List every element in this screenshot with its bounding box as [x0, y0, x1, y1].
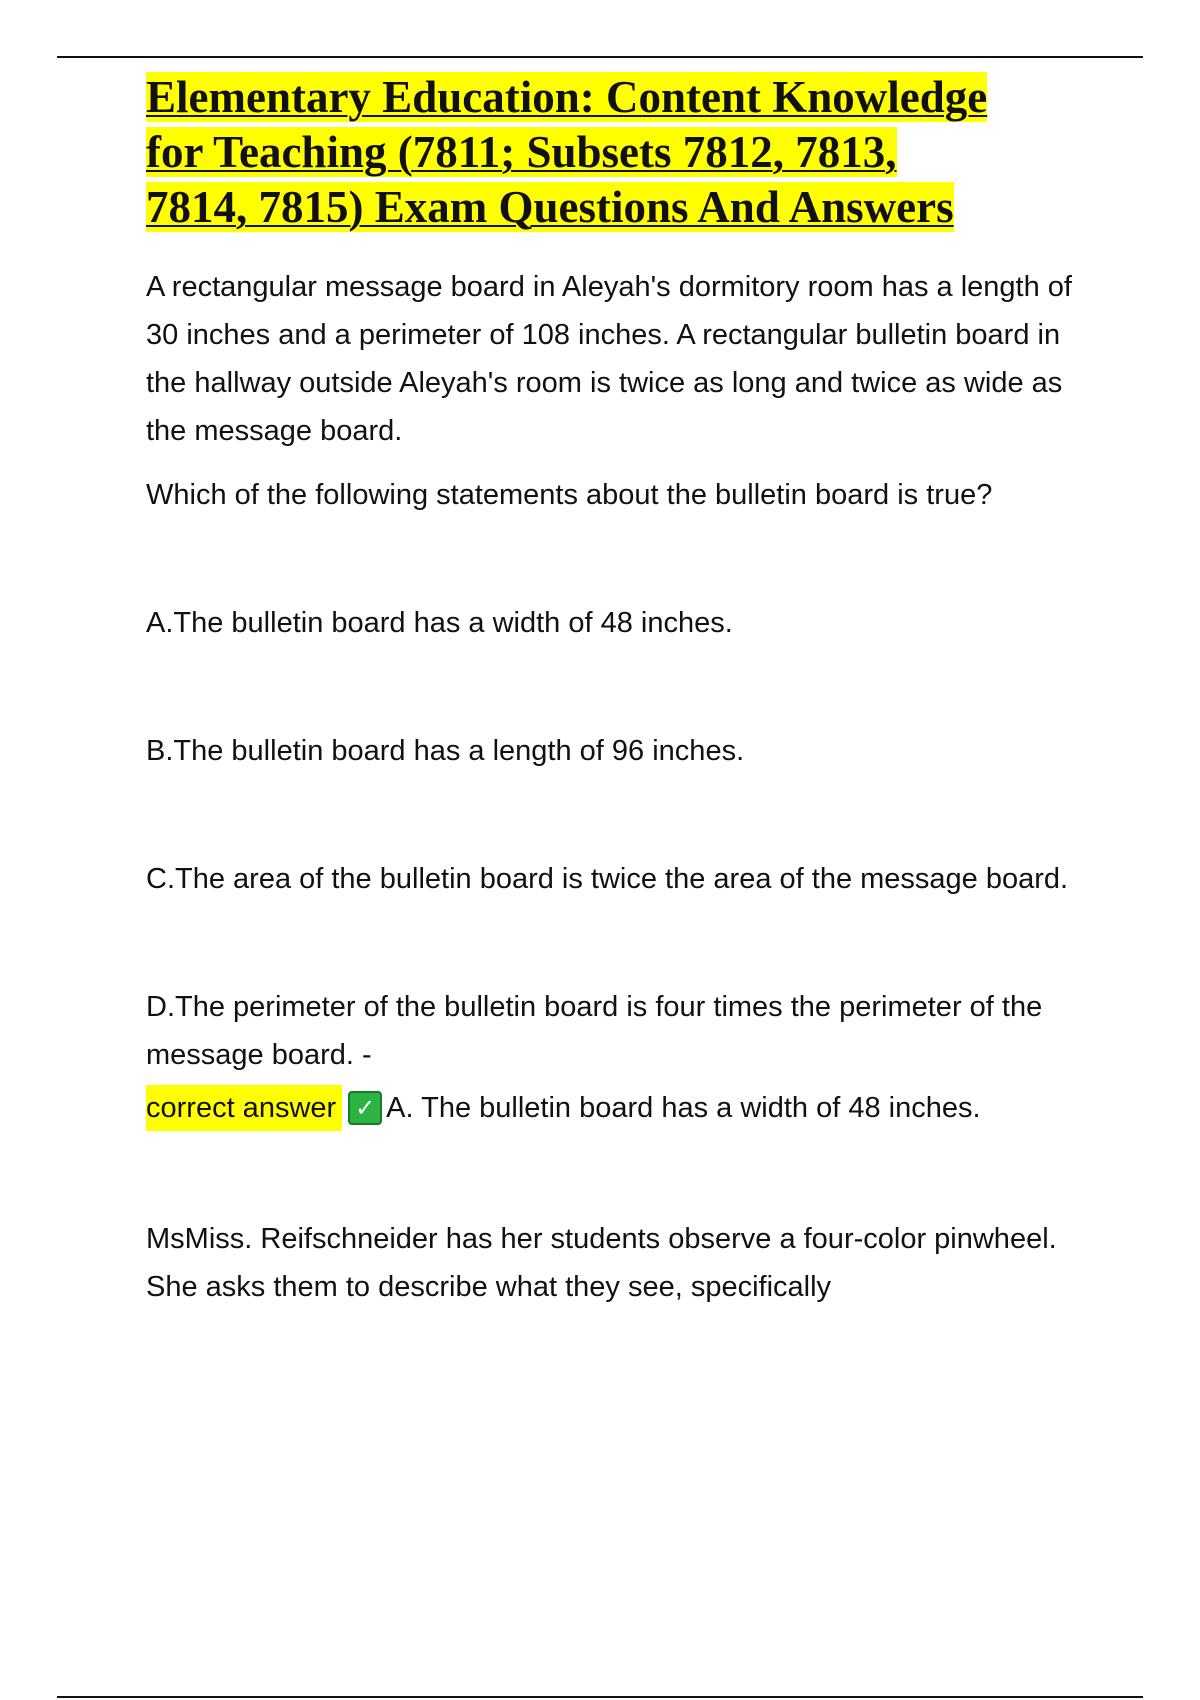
correct-answer-label: correct answer: [146, 1085, 342, 1131]
option-c: C.The area of the bulletin board is twice the area of the message board.: [146, 863, 1069, 895]
correct-answer-text: A. The bulletin board has a width of 48 inches.: [386, 1092, 981, 1124]
option-d: D.The perimeter of the bulletin board is four times the perimeter of the message board. -: [146, 991, 1043, 1071]
page-title: [146, 70, 1006, 235]
bottom-rule: [57, 1696, 1143, 1698]
top-rule: [57, 56, 1143, 58]
page-title-text: Elementary Education: Content Knowledge for Teaching (7811; Subsets 7812, 7813, 7814, 7815) Exam Questions And Answers: [146, 72, 988, 232]
check-mark-icon: ✓: [348, 1091, 382, 1125]
question-1-stem: A rectangular message board in Aleyah's dormitory room has a length of 30 inches and a perimeter of 108 inches. A rectangular bulletin board in the hallway outside Aleyah's room is twice as long and twice as wide as the message board.: [146, 271, 1072, 447]
question-2-stem: MsMiss. Reifschneider has her students observe a four-color pinwheel. She asks them to describe what they see, specifically: [146, 1223, 1057, 1303]
option-a: A.The bulletin board has a width of 48 inches.: [146, 607, 733, 639]
question-1-prompt: Which of the following statements about the bulletin board is true?: [146, 479, 993, 511]
document-body: [146, 70, 1106, 1311]
correct-answer-line: [146, 1085, 1106, 1131]
option-b: B.The bulletin board has a length of 96 inches.: [146, 735, 745, 767]
